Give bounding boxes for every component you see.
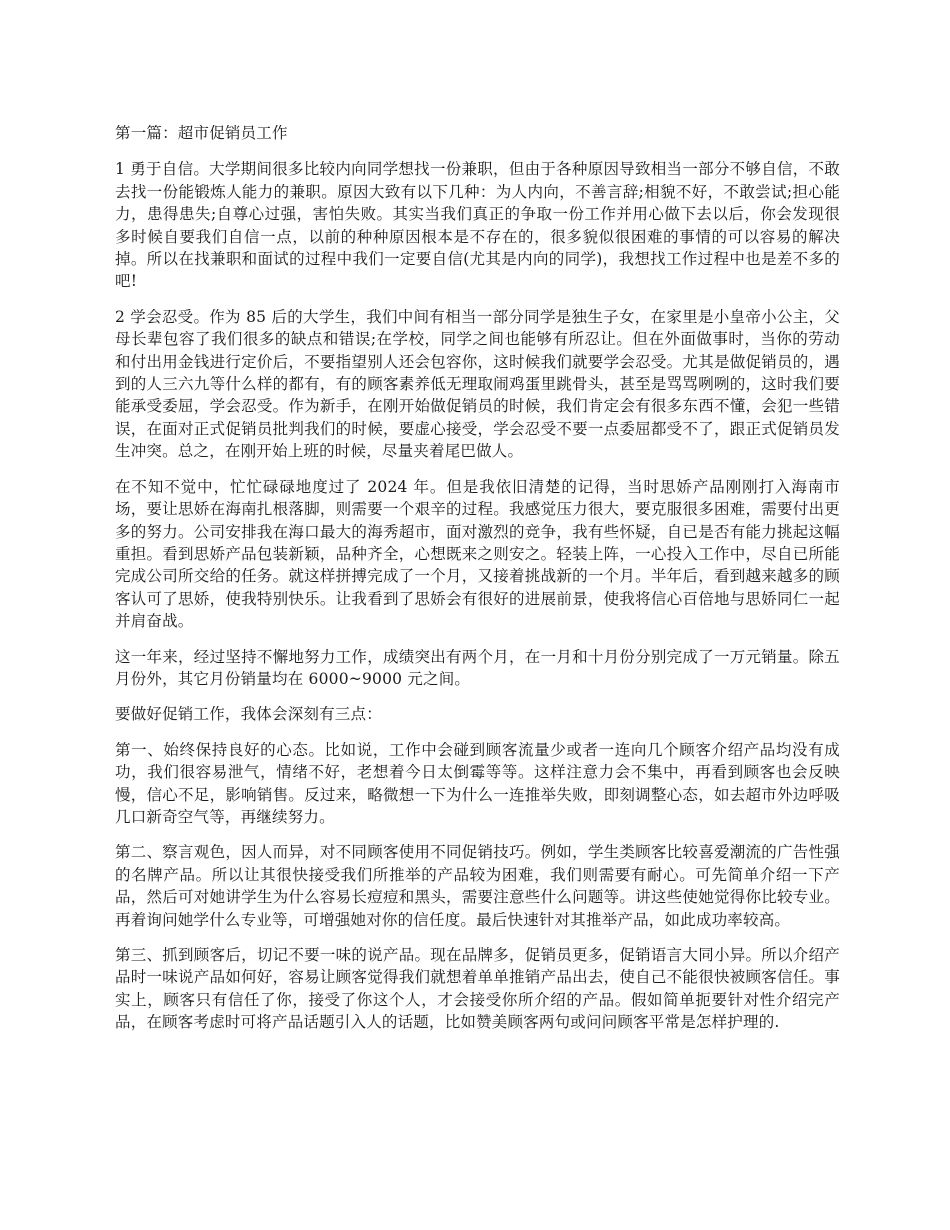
paragraph-point-two: 第二、察言观色，因人而异，对不同顾客使用不同促销技巧。例如，学生类顾客比较喜爱潮流的广告性强的名牌产品。所以让其很快接受我们所推举的产品较为困难，我们则需要有耐心。可先简单介绍一下产品，然后可对她讲学生为什么容易长痘痘和黑头，需要注意些什么问题等。讲这些使她觉得你比较专业。再着询问她学什么专业等，可增强她对你的信任度。最后快速针对其推举产品，如此成功率较高。 <box>115 843 840 929</box>
document-title: 第一篇：超市促销员工作 <box>115 124 288 142</box>
paragraph-confidence: 1 勇于自信。大学期间很多比较内向同学想找一份兼职，但由于各种原因导致相当一部分不够自信，不敢去找一份能锻炼人能力的兼职。原因大致有以下几种：为人内向，不善言辞;相貌不好，不敢尝试;担心能力，患得患失;自尊心过强，害怕失败。其实当我们真正的争取一份工作并用心做下去以后，你会发现很多时候自要我们自信一点，以前的种种原因根本是不存在的，很多貌似很困难的事情的可以容易的解决掉。所以在找兼职和面试的过程中我们一定要自信(尤其是内向的同学)，我想找工作过程中也是差不多的吧! <box>115 160 840 291</box>
paragraph-point-one: 第一、始终保持良好的心态。比如说，工作中会碰到顾客流量少或者一连向几个顾客介绍产品均没有成功，我们很容易泄气，情绪不好，老想着今日太倒霉等等。这样注意力会不集中，再看到顾客也会反映慢，信心不足，影响销售。反过来，略微想一下为什么一连推举失败，即刻调整心态，如去超市外边呼吸几口新奇空气等，再继续努力。 <box>115 740 840 826</box>
paragraph-sales-results: 这一年来，经过坚持不懈地努力工作，成绩突出有两个月，在一月和十月份分别完成了一万元销量。除五月份外，其它月份销量均在 6000~9000 元之间。 <box>115 647 840 688</box>
paragraph-year-review: 在不知不觉中，忙忙碌碌地度过了 2024 年。但是我依旧清楚的记得，当时思娇产品刚刚打入海南市场，要让思娇在海南扎根落脚，则需要一个艰辛的过程。我感觉压力很大，要克服很多困难，需要付出更多的努力。公司安排我在海口最大的海秀超市，面对激烈的竞争，我有些怀疑，自已是否有能力挑起这幅重担。看到思娇产品包装新颖，品种齐全，心想既来之则安之。轻装上阵，一心投入工作中，尽自已所能完成公司所交给的任务。就这样拼搏完成了一个月，又接着挑战新的一个月。半年后，看到越来越多的顾客认可了思娇，使我特别快乐。让我看到了思娇会有很好的进展前景，使我将信心百倍地与思娇同仁一起并肩奋战。 <box>115 477 840 631</box>
paragraph-point-three: 第三、抓到顾客后，切记不要一味的说产品。现在品牌多，促销员更多，促销语言大同小异。所以介绍产品时一味说产品如何好，容易让顾客觉得我们就想着单单推销产品出去，使自己不能很快被顾客信任。事实上，顾客只有信任了你，接受了你这个人，才会接受你所介绍的产品。假如简单扼要针对性介绍完产品，在顾客考虑时可将产品话题引入人的话题，比如赞美顾客两句或问问顾客平常是怎样护理的. <box>115 946 840 1032</box>
paragraph-three-points-intro: 要做好促销工作，我体会深刻有三点： <box>115 705 382 724</box>
document-page <box>115 122 840 1047</box>
paragraph-endurance: 2 学会忍受。作为 85 后的大学生，我们中间有相当一部分同学是独生子女，在家里是小皇帝小公主，父母长辈包容了我们很多的缺点和错误;在学校，同学之间也能够有所忍让。但在外面做事时，当你的劳动和付出用金钱进行定价后，不要指望别人还会包容你，这时候我们就要学会忍受。尤其是做促销员的，遇到的人三六九等什么样的都有，有的顾客素养低无理取闹鸡蛋里跳骨头，甚至是骂骂咧咧的，这时我们要能承受委屈，学会忍受。作为新手，在刚开始做促销员的时候，我们肯定会有很多东西不懂，会犯一些错误，在面对正式促销员批判我们的时候，要虚心接受，学会忍受不要一点委屈都受不了，跟正式促销员发生冲突。总之，在刚开始上班的时候，尽量夹着尾巴做人。 <box>115 307 840 461</box>
